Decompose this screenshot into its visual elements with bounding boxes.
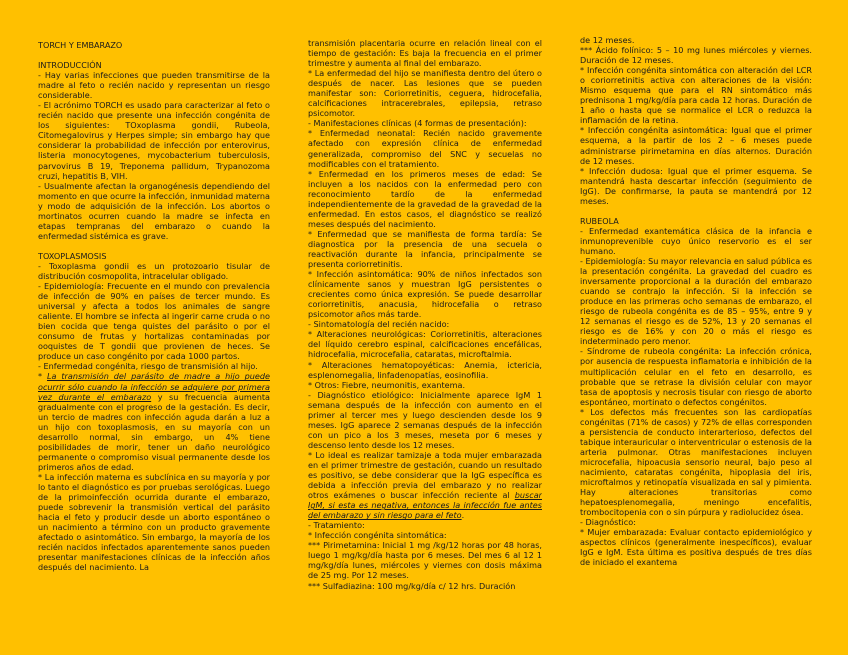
blank-line xyxy=(580,206,812,216)
paragraph-text: * Los defectos más frecuentes son las cardiopatías congénitas (71% de casos) y 72% de ellas corresponden a persistencia de conducto interarterioso, defectos del tabique interauricular o interventricular o estenosis de la arteria pulmonar. Otras manifestaciones incluyen microcefalia, hipoacusia sensorio neural, bajo peso al nacimiento, cataratas congénita, hipoplasia del iris, microftalmos y retinopatía visualizada en sal y pimienta. Hay alteraciones transitorias como hepatoesplenomegalia, meningo encefalitis, trombocitopenia con o sin púrpura y radiolucidez ósea. xyxy=(580,406,812,518)
paragraph xyxy=(580,216,812,226)
paragraph xyxy=(308,68,542,118)
paragraph xyxy=(580,45,812,65)
paragraph xyxy=(38,261,270,281)
paragraph xyxy=(38,181,270,241)
paragraph-text: * Alteraciones neurológicas: Coriorretinitis, alteraciones del líquido cerebro espinal, calcificaciones encefálicas, hidrocefalia, microcefalia, cataratas, microftalmia. xyxy=(308,329,542,360)
paragraph xyxy=(580,256,812,346)
paragraph-text: * Otros: Fiebre, neumonitis, exantema. xyxy=(308,379,466,390)
paragraph-text: *** Sulfadiazina: 100 mg/kg/día c/ 12 hrs. Duración xyxy=(308,580,516,591)
paragraph xyxy=(308,118,542,128)
paragraph xyxy=(308,128,542,168)
blank-line xyxy=(38,241,270,251)
paragraph-text: * xyxy=(38,371,47,382)
paragraph-text: INTRODUCCIÓN xyxy=(38,60,102,71)
paragraph xyxy=(38,361,270,371)
paragraph-text: - Hay varias infecciones que pueden transmitirse de la madre al feto o recién nacido y representan un riesgo considerable. xyxy=(38,70,270,101)
paragraph-text: - Enfermedad exantemática clásica de la infancia e inmunoprevenible cuyo único reservorio es el ser humano. xyxy=(580,225,812,256)
paragraph xyxy=(38,70,270,100)
paragraph-text: - Diagnóstico etiológico: Inicialmente aparece IgM 1 semana después de la infección con aumento en el primer al tercer mes y luego descienden desde los 9 meses. IgG aparece 2 semanas después de la infección con un pico a los 3 meses, meseta por 6 meses y descenso lento desde los 12 meses. xyxy=(308,389,542,450)
paragraph-text: * Enfermedad que se manifiesta de forma tardía: Se diagnostica por la presencia de una secuela o reactivación durante la infancia, principalmente se presenta coriorretinitis. xyxy=(308,228,542,270)
paragraph-text: * La enfermedad del hijo se manifiesta dentro del útero o después de nacer. Las lesiones que se pueden manifestar son: Coriorretinitis, ceguera, hidrocefalia, calcificaciones intracerebrales, epilepsia, retraso psicomotor. xyxy=(308,68,542,119)
paragraph xyxy=(308,520,542,530)
column-2 xyxy=(308,38,542,655)
underlined-emphasis: buscar IgM, si esta es negativa, entonces la infección fue antes del embarazo y sin riesgo para el feto xyxy=(308,490,542,521)
paragraph xyxy=(308,530,542,540)
paragraph-text: *** Ácido folínico: 5 – 10 mg lunes miércoles y viernes. Duración de 12 meses. xyxy=(580,45,812,66)
paragraph xyxy=(308,169,542,229)
paragraph-text: transmisión placentaria ocurre en relación lineal con el tiempo de gestación: Es baja la frecuencia en el primer trimestre y aumenta al final del embarazo. xyxy=(308,38,542,69)
paragraph-text: * Enfermedad neonatal: Recién nacido gravemente afectado con expresión clínica de enfermedad generalizada, compromiso del SNC y secuelas no modificables con el tratamiento. xyxy=(308,128,542,169)
paragraph xyxy=(580,65,812,125)
paragraph xyxy=(580,407,812,518)
paragraph-text: - Epidemiología: Frecuente en el mundo con prevalencia de infección de 90% en países de tercer mundo. Es universal y afecta a todos los animales de sangre caliente. El hombre se infecta al ingerir carne cruda o no bien cocida que tenga quistes del parásito o por el consumo de frutas y hortalizas contaminadas por ooquistes de T gondii que provienen de heces. Se produce un caso congénito por cada 1000 partos. xyxy=(38,281,270,362)
paragraph xyxy=(308,269,542,319)
paragraph-text: - Epidemiología: Su mayor relevancia en salud pública es la presentación congénita. La gravedad del cuadro es inversamente proporcional a la duración del embarazo cuando se contrajo la infección. Si la infección se produce en las primeras ocho semanas de embarazo, el riesgo de rubeola congénita es de 85 – 95%, entre 9 y 12 semanas el riesgo es de 52%, 13 y 20 semanas el riesgo es de 16% y con 20 o más el riesgo es indeterminado pero menor. xyxy=(580,255,812,347)
paragraph xyxy=(308,390,542,450)
paragraph xyxy=(580,166,812,206)
paragraph-text-continued: . xyxy=(461,510,465,521)
paragraph xyxy=(580,125,812,165)
paragraph xyxy=(38,60,270,70)
paragraph-text: *** Pirimetamina: Inicial 1 mg /kg/12 horas por 48 horas, luego 1 mg/kg/día hasta por 6 meses. Del mes 6 al 12 1 mg/kg/día lunes, miércoles y viernes con dosis máxima de 25 mg. Por 12 meses. xyxy=(308,540,542,581)
paragraph xyxy=(308,540,542,580)
paragraph xyxy=(308,329,542,359)
paragraph-text: * Lo ideal es realizar tamizaje a toda mujer embarazada en el primer trimestre de gestación, cuando un resultado es positivo, se debe considerar que la IgG específica es debida a infección previa del embarazo y no realizar otros exámenes o buscar infección reciente al xyxy=(308,449,542,501)
paragraph-text: * La infección materna es subclínica en su mayoría y por lo tanto el diagnóstico es por pruebas serológicas. Luego de la primoinfección ocurrida durante el embarazo, puede sobrevenir la transmisión vertical del parásito hacia el feto y producir desde un aborto espontáneo o un nacimiento a término con un producto gravemente afectado o asintomático. Sin embargo, la mayoría de los recién nacidos infectados aparentemente sanos pueden presentar manifestaciones clínicas de la infección años después del nacimiento. La xyxy=(38,471,270,573)
paragraph-text: - Síndrome de rubeola congénita: La infección crónica, por ausencia de respuesta inflamatoria e inhibición de la multiplicación celular en el feto en desarrollo, es probable que se retrase la división celular con mayor tasa de apoptosis y necrosis tisular con riesgo de aborto espontáneo, mortinato o defectos congénitos. xyxy=(580,346,812,407)
paragraph xyxy=(580,346,812,406)
paragraph-text: * Infección congénita asintomática: Igual que el primer esquema, a la partir de los 2 – 6 meses puede administrarse pirimetamina en días alternos. Duración de 12 meses. xyxy=(580,125,812,166)
paragraph-text: * Mujer embarazada: Evaluar contacto epidemiológico y aspectos clínicos (generalmente inespecíficos), evaluar IgG e IgM. Esta última es positiva después de tres días de iniciado el exantema xyxy=(580,527,812,568)
paragraph-text: TORCH Y EMBARAZO xyxy=(38,40,123,50)
paragraph-text: * Infección dudosa: Igual que el primer esquema. Se mantendrá hasta descartar infección (seguimiento de IgG). De confirmarse, la pauta se mantendrá por 12 meses. xyxy=(580,165,812,206)
paragraph-text: - El acrónimo TORCH es usado para caracterizar al feto o recién nacido que presente una infección congénita de los siguientes: TOxoplasma gondii, Rubeola, Citomegalovirus y Herpes simple; sin embargo hay que considerar la probabilidad de infección por enterovirus, listeria monocytogenes, mycobacterium tuberculosis, parvovirus B 19, Treponema pallidum, Trypanozoma cruzi, hepatitis B, VIH. xyxy=(38,100,270,181)
paragraph xyxy=(308,380,542,390)
paragraph xyxy=(38,281,270,361)
paragraph-text-continued: y su frecuencia aumenta gradualmente con el progreso de la gestación. Es decir, un tercio de madres con infección aguda darán a luz a un hijo con toxoplasmosis, en su mayoría con un desarrollo normal, sin embargo, un 4% tiene posibilidades de morir, tener un daño neurológico permanente o compromiso visual permanente desde los primeros años de edad. xyxy=(38,391,270,472)
column-1 xyxy=(38,40,270,655)
paragraph xyxy=(38,251,270,261)
paragraph-text: - Usualmente afectan la organogénesis dependiendo del momento en que ocurre la infección, inmunidad materna y modo de adquisición de la infección. Los abortos o mortinatos ocurren cuando la madre se infecta en etapas tempranas del embarazo o cuando la enfermedad sistémica es grave. xyxy=(38,180,270,241)
paragraph-text: de 12 meses. xyxy=(580,35,635,45)
paragraph xyxy=(308,581,542,591)
paragraph xyxy=(38,100,270,180)
paragraph-text: - Tratamiento: xyxy=(308,520,365,531)
paragraph-text: * Infección congénita sintomática con alteración del LCR o coriorretinitis activa con alteraciones de la visión: Mismo esquema que para el RN sintomático más prednisona 1 mg/kg/día para cada 12 horas. Duración de 1 año o hasta que se normalice el LCR o reduzca la inflamación de la retina. xyxy=(580,65,812,126)
paragraph-text: - Toxoplasma gondii es un protozoario tisular de distribución cosmopolita, intracelular obligado. xyxy=(38,260,270,281)
paragraph-text: RUBEOLA xyxy=(580,215,619,226)
paragraph-text: - Sintomatología del recién nacido: xyxy=(308,319,450,330)
paragraph xyxy=(580,226,812,256)
paragraph xyxy=(580,35,812,45)
paragraph-text: - Manifestaciones clínicas (4 formas de presentación): xyxy=(308,118,527,129)
paragraph-text: TOXOPLASMOSIS xyxy=(38,250,107,261)
paragraph xyxy=(308,450,542,520)
blank-line xyxy=(38,50,270,60)
paragraph xyxy=(580,527,812,567)
paragraph-text: - Diagnóstico: xyxy=(580,517,636,528)
paragraph-text: * Alteraciones hematopoyéticas: Anemia, ictericia, esplenomegalia, linfadenopatías, eosinofilia. xyxy=(308,359,542,380)
paragraph xyxy=(308,319,542,329)
paragraph-text: * Enfermedad en los primeros meses de edad: Se incluyen a los nacidos con la enfermedad pero con reconocimiento tardío de la enfermedad independientemente de la gravedad de la gravedad de la enfermedad. En estos casos, el diagnóstico se realizó meses después del nacimiento. xyxy=(308,168,542,229)
paragraph xyxy=(38,472,270,572)
paragraph xyxy=(580,517,812,527)
paragraph-text: * Infección asintomática: 90% de niños infectados son clínicamente sanos y muestran IgG persistentes o crecientes como única expresión. Se puede desarrollar coriorretinitis, anacusia, hidrocefalia o retraso psicomotor años más tarde. xyxy=(308,269,542,320)
paragraph xyxy=(308,38,542,68)
paragraph-text: - Enfermedad congénita, riesgo de transmisión al hijo. xyxy=(38,361,258,372)
paragraph xyxy=(308,360,542,380)
paragraph xyxy=(308,229,542,269)
underlined-emphasis: La transmisión del parásito de madre a hijo puede ocurrir sólo cuando la infección se adquiere por primera vez durante el embarazo xyxy=(38,371,270,402)
column-3 xyxy=(580,35,812,655)
paragraph xyxy=(38,371,270,471)
paragraph-text: * Infección congénita sintomática: xyxy=(308,530,447,541)
paragraph xyxy=(38,40,270,50)
